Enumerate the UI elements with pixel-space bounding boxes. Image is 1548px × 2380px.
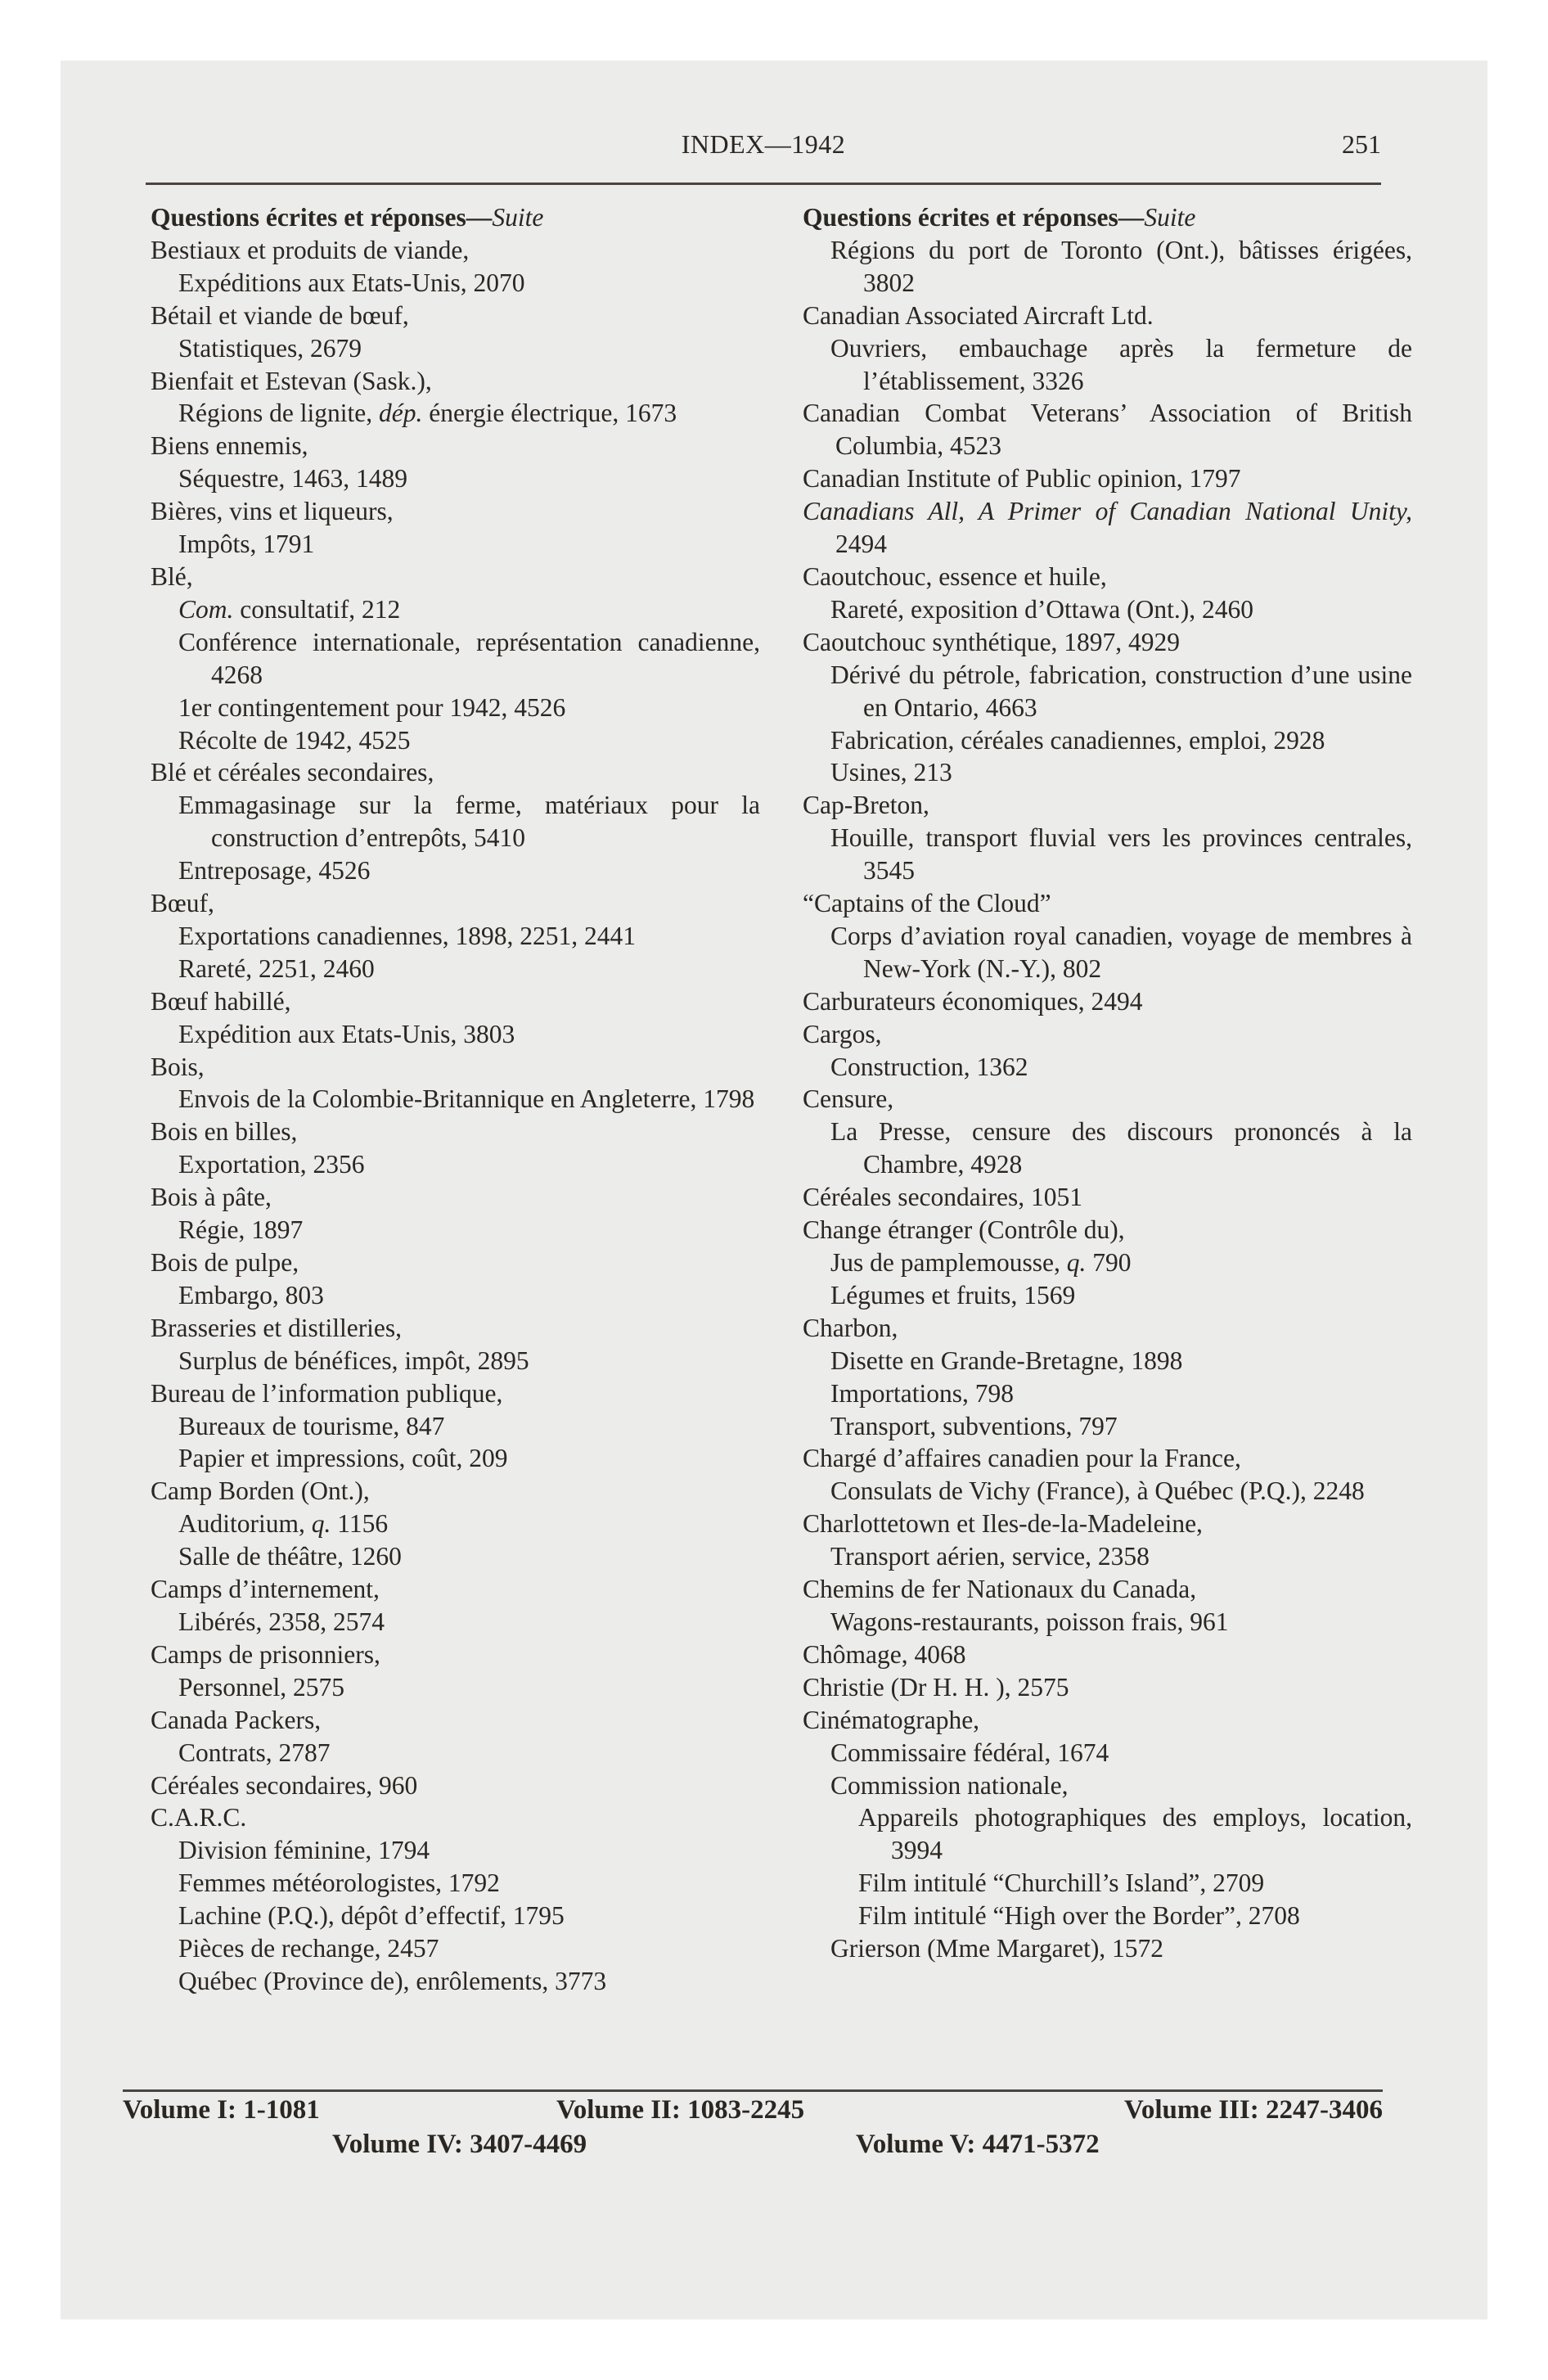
index-entry: Lachine (P.Q.), dépôt d’effectif, 1795 xyxy=(178,1901,565,1931)
index-entry: Statistiques, 2679 xyxy=(178,333,362,363)
left-heading-italic: Suite xyxy=(492,203,544,232)
index-entry: Légumes et fruits, 1569 xyxy=(830,1280,1076,1309)
index-entry: Charlottetown et Iles-de-la-Madeleine, xyxy=(803,1509,1203,1539)
index-entry: Récolte de 1942, 4525 xyxy=(178,725,411,755)
footer-vol2: Volume II: 1083-2245 xyxy=(556,2095,805,2125)
index-entry: La Presse, censure des discours prononcés à la Chambre, 4928 xyxy=(830,1117,1412,1179)
index-entry: Libérés, 2358, 2574 xyxy=(178,1607,385,1636)
index-entry: Construction, 1362 xyxy=(830,1052,1028,1081)
index-entry: Céréales secondaires, 960 xyxy=(151,1770,418,1800)
index-entry: Caoutchouc synthétique, 1897, 4929 xyxy=(803,627,1181,656)
page-number: 251 xyxy=(1342,129,1381,159)
index-entry: Dérivé du pétrole, fabrication, construction d’une usine en Ontario, 4663 xyxy=(830,660,1412,722)
header-rule xyxy=(146,183,1381,185)
index-entry: Chemins de fer Nationaux du Canada, xyxy=(803,1575,1197,1604)
index-entry: Cap-Breton, xyxy=(803,791,929,820)
right-heading-bold: Questions écrites et réponses— xyxy=(803,203,1145,232)
index-entry: Embargo, 803 xyxy=(178,1280,324,1309)
index-entry-fragment: 1156 xyxy=(331,1509,389,1539)
index-entry: Cinématographe, xyxy=(803,1705,980,1734)
footer-rule xyxy=(123,2089,1383,2092)
index-entry: Biens ennemis, xyxy=(151,431,308,461)
index-entry: Exportation, 2356 xyxy=(178,1150,365,1179)
index-entry: Personnel, 2575 xyxy=(178,1672,344,1702)
index-entry: Charbon, xyxy=(803,1313,898,1342)
index-entry: Papier et impressions, coût, 209 xyxy=(178,1444,508,1473)
index-entry: Pièces de rechange, 2457 xyxy=(178,1934,439,1963)
index-entry: Bois, xyxy=(151,1052,205,1081)
index-entry-fragment: Canadians All, A Primer of Canadian National Unity, xyxy=(803,497,1412,526)
index-entry xyxy=(803,495,1412,561)
right-entry-list xyxy=(803,234,1412,1965)
index-entry: Rareté, 2251, 2460 xyxy=(178,953,375,983)
index-entry: Camp Borden (Ont.), xyxy=(151,1476,370,1506)
index-entry: Bétail et viande de bœuf, xyxy=(151,300,409,330)
left-heading-bold: Questions écrites et réponses— xyxy=(151,203,493,232)
index-entry: Chômage, 4068 xyxy=(803,1639,966,1669)
index-entry: Camps d’internement, xyxy=(151,1575,380,1604)
page-title: INDEX—1942 xyxy=(681,129,846,159)
index-entry: Transport, subventions, 797 xyxy=(830,1411,1118,1440)
footer-vol4: Volume IV: 3407-4469 xyxy=(332,2130,587,2159)
index-entry: Bœuf, xyxy=(151,889,214,918)
index-entry: Exportations canadiennes, 1898, 2251, 2441 xyxy=(178,921,637,950)
index-entry xyxy=(803,1246,1412,1279)
index-entry: Québec (Province de), enrôlements, 3773 xyxy=(178,1966,607,1995)
index-entry: Canada Packers, xyxy=(151,1705,322,1734)
index-entry: Entreposage, 4526 xyxy=(178,856,371,886)
index-entry: Cargos, xyxy=(803,1019,882,1048)
index-entry: Bureau de l’information publique, xyxy=(151,1378,503,1408)
index-entry: Christie (Dr H. H. ), 2575 xyxy=(803,1672,1069,1702)
index-entry: Bureaux de tourisme, 847 xyxy=(178,1411,445,1440)
index-entry: Censure, xyxy=(803,1084,894,1114)
index-entry: Houille, transport fluvial vers les provinces centrales, 3545 xyxy=(830,823,1412,886)
index-entry: Division féminine, 1794 xyxy=(178,1836,430,1865)
index-entry: Change étranger (Contrôle du), xyxy=(803,1215,1125,1245)
index-entry: Blé, xyxy=(151,561,193,591)
index-entry: Grierson (Mme Margaret), 1572 xyxy=(830,1934,1164,1963)
index-entry: Emmagasinage sur la ferme, matériaux pour la construction d’entrepôts, 5410 xyxy=(178,791,760,853)
index-entry: Canadian Combat Veterans’ Association of British Columbia, 4523 xyxy=(803,399,1412,461)
right-heading-italic: Suite xyxy=(1144,203,1196,232)
index-entry: Impôts, 1791 xyxy=(178,530,315,559)
index-entry: Ouvriers, embauchage après la fermeture de l’établissement, 3326 xyxy=(830,333,1412,395)
left-column-heading xyxy=(151,201,760,234)
index-entry: Transport aérien, service, 2358 xyxy=(830,1542,1150,1571)
index-entry: Commission nationale, xyxy=(830,1770,1069,1800)
index-entry-fragment: q. xyxy=(311,1509,331,1539)
index-entry: Bienfait et Estevan (Sask.), xyxy=(151,366,432,395)
index-entry: Expéditions aux Etats-Unis, 2070 xyxy=(178,268,525,297)
left-entry-list xyxy=(151,234,760,1998)
index-entry: Bières, vins et liqueurs, xyxy=(151,497,394,526)
index-entry: Femmes météorologistes, 1792 xyxy=(178,1868,500,1898)
index-entry-fragment: q. xyxy=(1066,1248,1087,1277)
index-entry: Canadian Associated Aircraft Ltd. xyxy=(803,300,1154,330)
index-entry: Film intitulé “Churchill’s Island”, 2709 xyxy=(858,1868,1265,1898)
index-entry: 1er contingentement pour 1942, 4526 xyxy=(178,692,566,722)
index-entry: Contrats, 2787 xyxy=(178,1738,331,1767)
index-entry-fragment: Com. xyxy=(178,594,234,624)
index-entry-fragment: consultatif, 212 xyxy=(233,594,401,624)
index-entry xyxy=(151,1508,760,1540)
index-entry: Caoutchouc, essence et huile, xyxy=(803,561,1107,591)
index-entry: Conférence internationale, représentation canadienne, 4268 xyxy=(178,627,760,689)
index-entry: Surplus de bénéfices, impôt, 2895 xyxy=(178,1346,529,1375)
index-entry: Régie, 1897 xyxy=(178,1215,304,1245)
index-entry: Bois de pulpe, xyxy=(151,1248,299,1277)
index-entry: Importations, 798 xyxy=(830,1378,1014,1408)
footer-vol1: Volume I: 1-1081 xyxy=(123,2095,320,2125)
index-entry: Blé et céréales secondaires, xyxy=(151,758,434,787)
index-entry: Bœuf habillé, xyxy=(151,986,291,1016)
index-entry: Consulats de Vichy (France), à Québec (P.Q.), 2248 xyxy=(830,1476,1365,1506)
index-entry xyxy=(151,593,760,626)
index-entry: Usines, 213 xyxy=(830,758,952,787)
right-column-heading xyxy=(803,201,1412,234)
index-entry: Film intitulé “High over the Border”, 2708 xyxy=(858,1901,1300,1931)
index-entry-fragment: Auditorium, xyxy=(178,1509,312,1539)
index-entry xyxy=(151,397,760,430)
index-entry: Bois en billes, xyxy=(151,1117,298,1147)
right-column xyxy=(803,201,1412,1965)
index-entry: Corps d’aviation royal canadien, voyage de membres à New-York (N.-Y.), 802 xyxy=(830,921,1412,983)
index-entry: Expédition aux Etats-Unis, 3803 xyxy=(178,1019,515,1048)
index-entry: Salle de théâtre, 1260 xyxy=(178,1542,402,1571)
index-entry: Fabrication, céréales canadiennes, emploi, 2928 xyxy=(830,725,1325,755)
index-entry: Appareils photographiques des employs, location, 3994 xyxy=(858,1803,1412,1865)
index-entry: Brasseries et distilleries, xyxy=(151,1313,403,1342)
index-entry: Séquestre, 1463, 1489 xyxy=(178,464,407,494)
index-entry: Camps de prisonniers, xyxy=(151,1639,380,1669)
index-entry-fragment: 790 xyxy=(1086,1248,1132,1277)
index-entry-fragment: 2494 xyxy=(835,530,887,559)
index-entry: Bois à pâte, xyxy=(151,1183,272,1212)
index-entry: “Captains of the Cloud” xyxy=(803,889,1051,918)
index-entry-fragment: dép. xyxy=(378,399,423,428)
index-entry: C.A.R.C. xyxy=(151,1803,247,1832)
page-header xyxy=(146,123,1381,164)
footer-vol5: Volume V: 4471-5372 xyxy=(856,2130,1100,2159)
index-entry: Commissaire fédéral, 1674 xyxy=(830,1738,1109,1767)
index-entry-fragment: énergie électrique, 1673 xyxy=(422,399,677,428)
index-entry: Wagons-restaurants, poisson frais, 961 xyxy=(830,1607,1229,1636)
footer-vol3: Volume III: 2247-3406 xyxy=(1124,2095,1383,2125)
index-entry: Disette en Grande-Bretagne, 1898 xyxy=(830,1346,1183,1375)
index-entry: Rareté, exposition d’Ottawa (Ont.), 2460 xyxy=(830,594,1253,624)
left-column xyxy=(151,201,760,1998)
index-entry: Céréales secondaires, 1051 xyxy=(803,1183,1082,1212)
index-entry: Canadian Institute of Public opinion, 1797 xyxy=(803,464,1241,494)
index-entry: Carburateurs économiques, 2494 xyxy=(803,986,1143,1016)
index-entry: Chargé d’affaires canadien pour la France, xyxy=(803,1444,1241,1473)
index-entry: Bestiaux et produits de viande, xyxy=(151,235,470,264)
index-entry: Envois de la Colombie-Britannique en Angleterre, 1798 xyxy=(178,1084,755,1114)
index-entry-fragment: Régions de lignite, xyxy=(178,399,379,428)
index-entry: Régions du port de Toronto (Ont.), bâtisses érigées, 3802 xyxy=(830,235,1412,297)
index-entry-fragment: Jus de pamplemousse, xyxy=(830,1248,1067,1277)
